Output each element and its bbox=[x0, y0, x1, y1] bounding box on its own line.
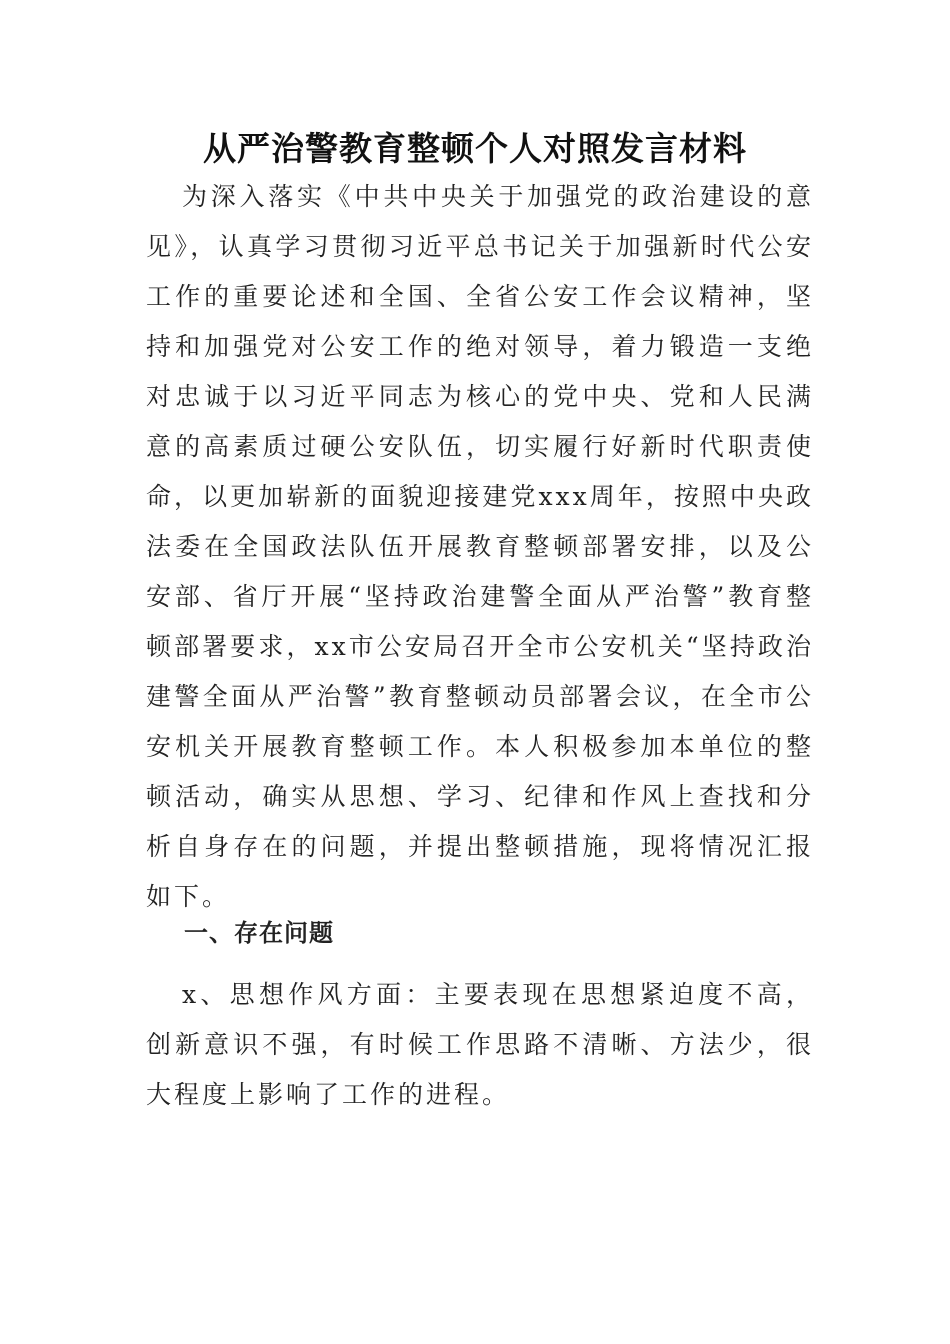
intro-paragraph: 为深入落实《中共中央关于加强党的政治建设的意见》，认真学习贯彻习近平总书记关于加强新时代公安工作的重要论述和全国、全省公安工作会议精神，坚持和加强党对公安工作的绝对领导，着力锻造一支绝对忠诚于以习近平同志为核心的党中央、党和人民满意的高素质过硬公安队伍，切实履行好新时代职责使命，以更加崭新的面貌迎接建党xxx周年，按照中央政法委在全国政法队伍开展教育整顿部署安排，以及公安部、省厅开展“坚持政治建警全面从严治警”教育整顿部署要求，xx市公安局召开全市公安机关“坚持政治建警全面从严治警”教育整顿动员部署会议，在全市公安机关开展教育整顿工作。本人积极参加本单位的整顿活动，确实从思想、学习、纪律和作风上查找和分析自身存在的问题，并提出整顿措施，现将情况汇报如下。 bbox=[146, 182, 814, 911]
problem-paragraph: x、思想作风方面：主要表现在思想紧迫度不高，创新意识不强，有时候工作思路不清晰、方法少，很大程度上影响了工作的进程。 bbox=[146, 980, 814, 1109]
document-title: 从严治警教育整顿个人对照发言材料 bbox=[203, 129, 747, 168]
section-heading: 一、存在问题 bbox=[184, 919, 334, 947]
